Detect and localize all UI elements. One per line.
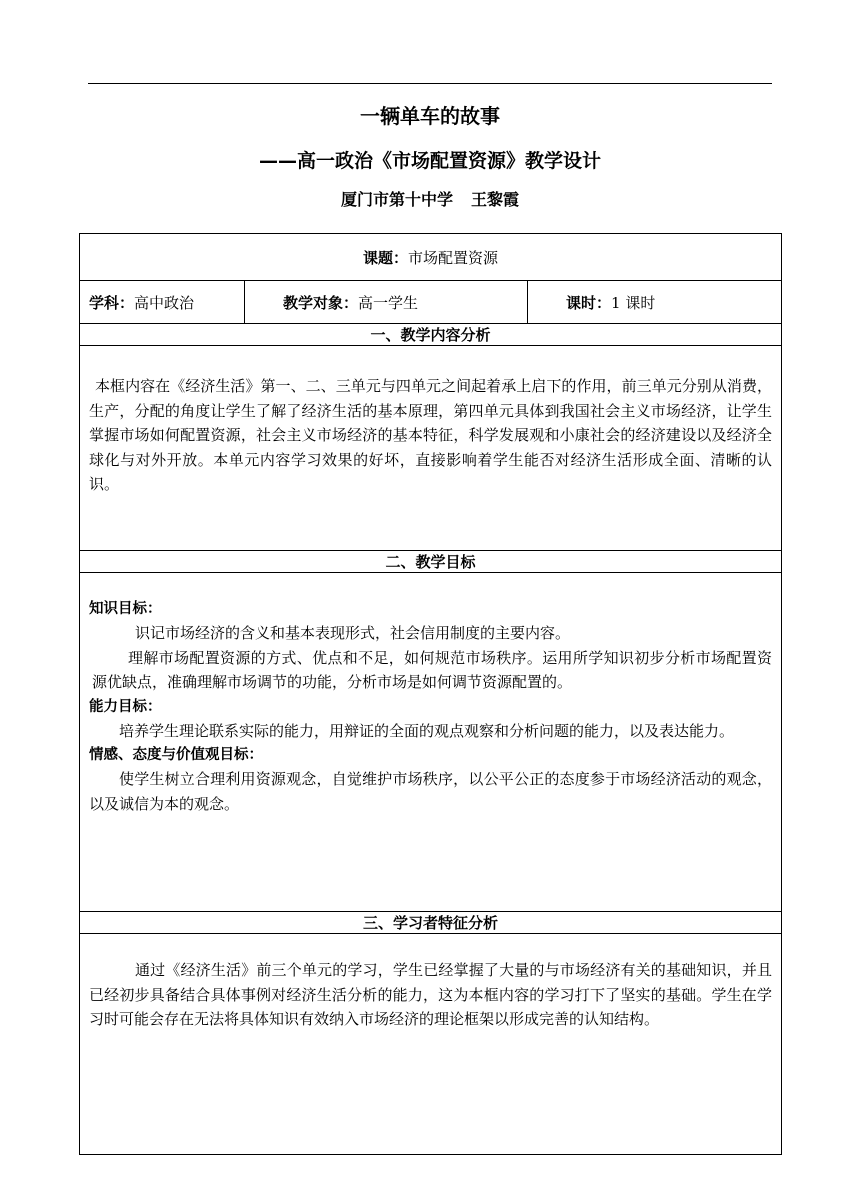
section-2-content [80,573,782,912]
section-1-content [80,346,782,551]
topic-row [80,234,782,281]
section-3-content [80,934,782,1155]
author-line [0,187,860,210]
section-3-heading: 三、学习者特征分析 [80,912,782,934]
ability-goal-1: 培养学生理论联系实际的能力，用辩证的全面的观点观察和分析问题的能力，以及表达能力。 [119,721,735,740]
document-title: 一辆单车的故事 [360,104,500,128]
section-1-content-row [80,346,782,551]
section-2-heading-row [80,551,782,573]
section-1-heading: 一、教学内容分析 [80,324,782,346]
meta-row [80,281,782,324]
hours-value: 1 课时 [611,293,656,312]
subject-cell [80,281,245,324]
section-2-heading: 二、教学目标 [80,551,782,573]
knowledge-goal-2: 理解市场配置资源的方式、优点和不足，如何规范市场秩序。运用所学知识初步分析市场配置资源优缺点，准确理解市场调节的功能，分析市场是如何调节资源配置的。 [92,648,772,691]
emotion-goal-1: 使学生树立合理利用资源观念，自觉维护市场秩序，以公平公正的态度参于市场经济活动的观念，以及诚信为本的观念。 [89,770,772,813]
author-name: 王黎霞 [471,190,520,209]
section-1-paragraph: 本框内容在《经济生活》第一、二、三单元与四单元之间起着承上启下的作用，前三单元分别从消费，生产，分配的角度让学生了解了经济生活的基本原理，第四单元具体到我国社会主义市场经济，让学生掌握市场如何配置资源，社会主义市场经济的基本特征，科学发展观和小康社会的经济建设以及经济全球化与对外开放。本单元内容学习效果的好坏，直接影响着学生能否对经济生活形成全面、清晰的认识。 [89,377,772,493]
subject-label: 学科： [89,293,135,312]
hours-label: 课时： [566,293,612,312]
audience-cell [245,281,528,324]
emotion-goal-label: 情感、态度与价值观目标： [89,747,263,763]
topic-label: 课题： [362,248,408,267]
hours-cell [528,281,782,324]
knowledge-goal-label: 知识目标： [89,601,162,617]
section-3-content-row [80,934,782,1155]
lesson-design-table [79,233,782,1155]
header-rule [88,83,772,84]
section-1-heading-row [80,324,782,346]
section-3-heading-row [80,912,782,934]
subject-value: 高中政治 [134,293,195,312]
topic-cell [80,234,782,281]
author-school: 厦门市第十中学 [340,190,453,209]
audience-label: 教学对象： [283,293,359,312]
audience-value: 高一学生 [358,293,419,312]
section-3-paragraph: 通过《经济生活》前三个单元的学习，学生已经掌握了大量的与市场经济有关的基础知识，并且已经初步具备结合具体事例对经济生活分析的能力，这为本框内容的学习打下了坚实的基础。学生在学习时可能会存在无法将具体知识有效纳入市场经济的理论框架以形成完善的认知结构。 [89,961,772,1028]
topic-value: 市场配置资源 [408,248,499,267]
knowledge-goal-1: 识记市场经济的含义和基本表现形式，社会信用制度的主要内容。 [135,624,571,642]
document-subtitle: ——高一政治《市场配置资源》教学设计 [258,150,601,172]
ability-goal-label: 能力目标： [89,698,162,715]
section-2-content-row [80,573,782,912]
